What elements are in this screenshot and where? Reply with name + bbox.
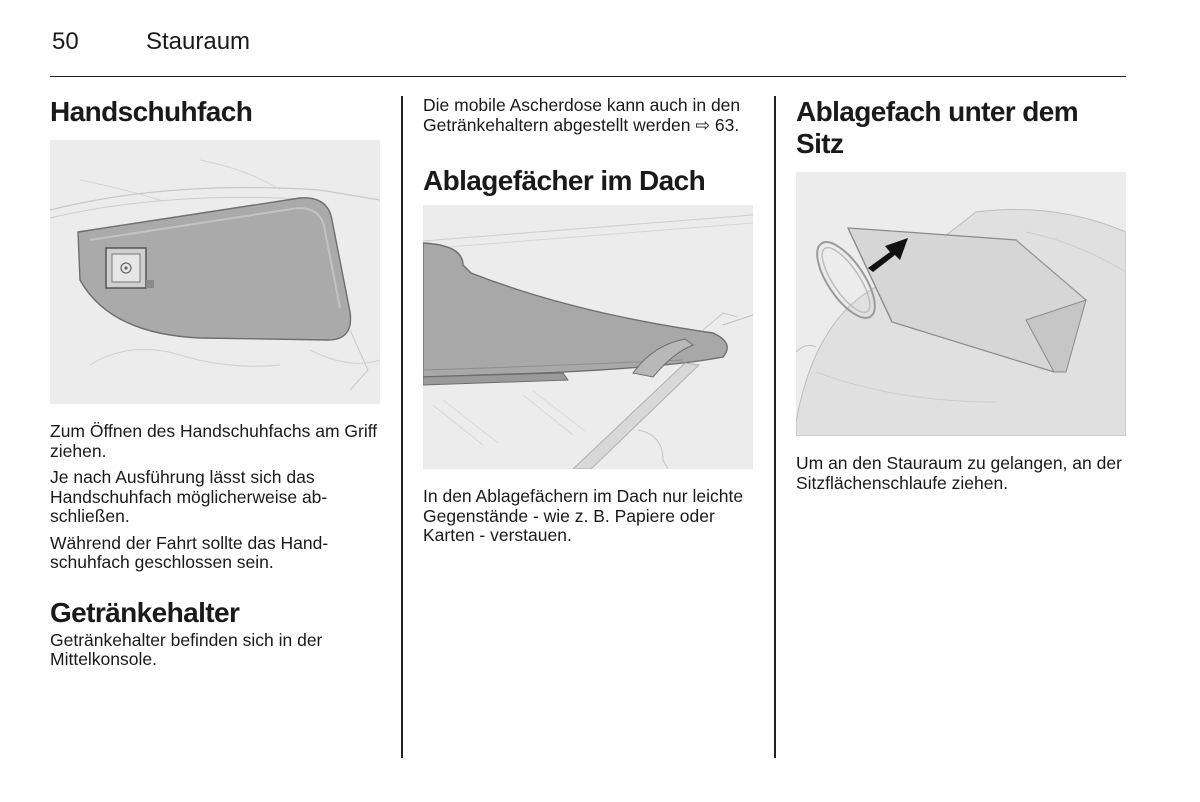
section-title-glovebox: Handschuhfach — [50, 96, 253, 127]
section-title-underseat-storage: Ablagefach unter dem Sitz — [796, 96, 1079, 159]
paragraph: Je nach Ausführung lässt sich das Handschuhfach möglicherweise abschließen. — [50, 467, 328, 526]
paragraph: Die mobile Ascherdose kann auch in den Getränkehaltern abgestellt werden ⇨ 63. — [423, 95, 741, 135]
chapter-title: Stauraum — [146, 28, 251, 55]
column-right — [796, 96, 1126, 493]
roof-storage-illustration — [423, 205, 753, 469]
paragraph: Getränkehalter befinden sich in der Mittelkonsole. — [50, 629, 323, 669]
page-number: 50 — [52, 28, 79, 55]
paragraph: In den Ablagefächern im Dach nur leichte Gegenstände - wie z. B. Papiere oder Karten - verstauen. — [423, 486, 744, 545]
column-divider — [774, 96, 776, 758]
underseat-storage-illustration — [796, 172, 1126, 436]
column-left — [50, 96, 380, 670]
paragraph: Zum Öffnen des Handschuhfachs am Griff ziehen. — [50, 421, 378, 461]
paragraph: Während der Fahrt sollte das Handschuhfach geschlossen sein. — [50, 532, 329, 572]
column-divider — [401, 96, 403, 758]
paragraph: Um an den Stauraum zu gelangen, an der Sitzflächenschlaufe ziehen. — [796, 453, 1122, 493]
glovebox-illustration — [50, 140, 380, 404]
page-header — [50, 28, 1126, 77]
section-title-cupholder: Getränkehalter — [50, 596, 240, 628]
column-middle — [423, 96, 753, 546]
section-title-roof-storage: Ablagefächer im Dach — [423, 165, 706, 196]
